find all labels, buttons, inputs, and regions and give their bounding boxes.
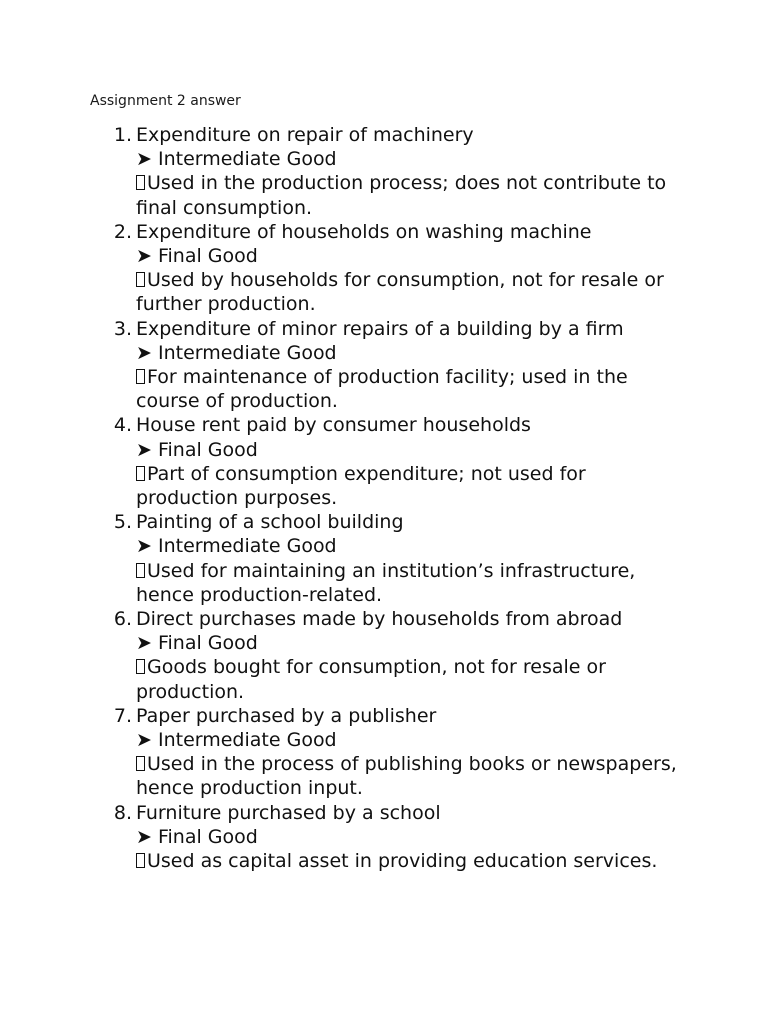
explanation-text: Goods bought for consumption, not for resale or production. — [136, 656, 606, 703]
item-classification — [136, 631, 700, 655]
item-title: Paper purchased by a publisher — [136, 704, 437, 727]
missing-glyph-icon — [136, 563, 145, 578]
item-explanation — [136, 171, 681, 219]
list-item — [0, 123, 700, 220]
item-number: 5. — [113, 511, 132, 534]
explanation-text: Used by households for consumption, not for resale or further production. — [136, 269, 664, 316]
missing-glyph-icon — [136, 853, 145, 868]
classification-label: Intermediate Good — [157, 535, 337, 558]
item-classification — [136, 534, 700, 558]
item-title: Expenditure of households on washing machine — [136, 220, 592, 243]
arrow-icon: ➤ — [136, 535, 152, 558]
item-number: 8. — [113, 801, 132, 824]
item-title: Painting of a school building — [136, 511, 404, 534]
classification-label: Final Good — [157, 438, 258, 461]
item-number: 2. — [113, 220, 132, 243]
item-number: 7. — [113, 704, 132, 727]
item-explanation — [136, 365, 681, 413]
item-classification — [136, 147, 700, 171]
answer-list — [0, 123, 700, 873]
arrow-icon: ➤ — [136, 825, 152, 848]
item-classification — [136, 341, 700, 365]
document-heading: Assignment 2 answer — [90, 93, 241, 109]
explanation-text: Used in the production process; does not contribute to final consumption. — [136, 172, 667, 219]
item-classification — [136, 728, 700, 752]
explanation-text: Part of consumption expenditure; not used for production purposes. — [136, 462, 586, 510]
explanation-text: Used in the process of publishing books or newspapers, hence production input. — [136, 753, 677, 800]
item-explanation — [136, 849, 681, 873]
missing-glyph-icon — [136, 369, 145, 384]
item-title: Expenditure on repair of machinery — [136, 124, 474, 146]
item-number: 1. — [113, 124, 132, 146]
arrow-icon: ➤ — [136, 632, 152, 655]
missing-glyph-icon — [136, 272, 145, 287]
item-explanation — [136, 268, 681, 316]
missing-glyph-icon — [136, 175, 145, 190]
classification-label: Final Good — [157, 245, 258, 268]
item-number: 4. — [113, 414, 132, 437]
list-item — [0, 510, 700, 607]
item-classification — [136, 825, 700, 849]
list-item — [0, 413, 700, 510]
classification-label: Final Good — [157, 632, 258, 655]
list-item — [0, 801, 700, 874]
missing-glyph-icon — [136, 659, 145, 674]
list-item — [0, 607, 700, 704]
item-title: Furniture purchased by a school — [136, 801, 441, 824]
item-classification — [136, 244, 700, 268]
list-item — [0, 220, 700, 317]
classification-label: Intermediate Good — [157, 341, 337, 364]
arrow-icon: ➤ — [136, 438, 152, 461]
list-item — [0, 704, 700, 801]
item-explanation — [136, 462, 681, 510]
classification-label: Final Good — [157, 825, 258, 848]
item-title: Expenditure of minor repairs of a building by a firm — [136, 317, 624, 340]
item-title: Direct purchases made by households from abroad — [136, 608, 623, 631]
classification-label: Intermediate Good — [157, 148, 337, 171]
item-explanation — [136, 655, 681, 703]
explanation-text: For maintenance of production facility; used in the course of production. — [136, 366, 628, 413]
item-title: House rent paid by consumer households — [136, 414, 531, 437]
item-explanation — [136, 752, 681, 800]
item-number: 6. — [113, 608, 132, 631]
missing-glyph-icon — [136, 466, 145, 481]
explanation-text: Used as capital asset in providing education services. — [147, 850, 658, 873]
arrow-icon: ➤ — [136, 341, 152, 364]
missing-glyph-icon — [136, 756, 145, 771]
classification-label: Intermediate Good — [157, 729, 337, 752]
list-item — [0, 317, 700, 414]
arrow-icon: ➤ — [136, 245, 152, 268]
explanation-text: Used for maintaining an institution’s infrastructure, hence production-related. — [136, 559, 636, 606]
item-classification — [136, 438, 700, 462]
item-explanation — [136, 559, 681, 607]
arrow-icon: ➤ — [136, 148, 152, 171]
item-number: 3. — [113, 317, 132, 340]
arrow-icon: ➤ — [136, 729, 152, 752]
